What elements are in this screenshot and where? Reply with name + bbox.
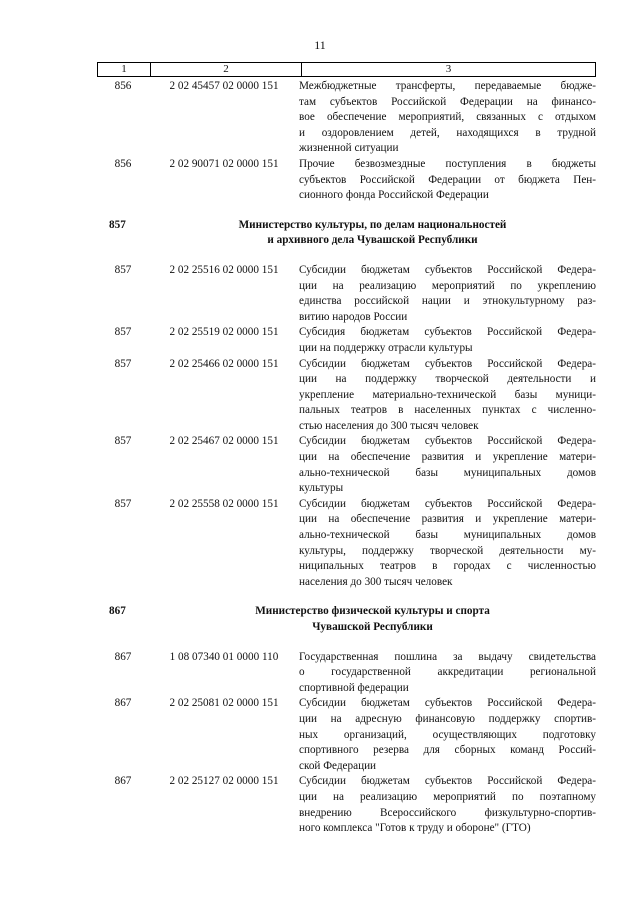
column-header-table	[97, 62, 596, 77]
description-line: Субсидии бюджетам субъектов Российской Федера-	[299, 497, 596, 510]
revenue-code: 2 02 25081 02 0000 151	[169, 697, 279, 710]
revenue-description	[299, 263, 596, 325]
revenue-description	[299, 79, 596, 157]
description-line: Субсидии бюджетам субъектов Российской Федера-	[299, 435, 596, 448]
table-row	[97, 157, 596, 204]
description-line: ниципальных театров в городах с численностью	[299, 560, 596, 573]
description-line: там субъектов Российской Федерации на финансо-	[299, 95, 596, 108]
description-line: ции на реализацию мероприятий по поэтапному	[299, 790, 596, 803]
description-line: Межбюджетные трансферты, передаваемые бюдже-	[299, 80, 596, 92]
description-line: ции на обеспечение развития и укрепление матери-	[299, 513, 596, 526]
page-number: 11	[314, 38, 326, 52]
column-header-2: 2	[151, 63, 302, 77]
description-line: сионного фонда Российской Федерации	[299, 189, 489, 202]
revenue-code: 2 02 25558 02 0000 151	[169, 497, 279, 510]
description-line: населения до 300 тысяч человек	[299, 575, 453, 588]
admin-code: 856	[114, 157, 132, 170]
description-line: внедрению Всероссийского физкультурно-спортив-	[299, 806, 596, 819]
table-row	[97, 696, 596, 774]
section-title-line: Министерство культуры, по делам национальностей	[238, 218, 507, 231]
section-gap	[97, 204, 596, 218]
section-gap	[97, 249, 596, 263]
admin-code: 867	[114, 775, 132, 788]
revenue-description	[299, 357, 596, 435]
description-line: спортивного резерва для сборных команд Россий-	[299, 744, 596, 757]
revenue-description	[299, 497, 596, 591]
revenue-code: 2 02 90071 02 0000 151	[169, 157, 279, 170]
table-row	[97, 325, 596, 356]
revenue-code: 2 02 25519 02 0000 151	[169, 326, 279, 339]
revenue-code: 2 02 25466 02 0000 151	[169, 357, 279, 370]
description-line: Субсидии бюджетам субъектов Российской Федера-	[299, 775, 596, 788]
description-line: витию народов России	[299, 310, 408, 323]
description-line: ально-технической базы муниципальных домов	[299, 529, 596, 542]
description-line: Государственная пошлина за выдачу свидетельства	[299, 650, 596, 663]
table-row	[97, 79, 596, 157]
revenue-description	[299, 774, 596, 836]
description-line: единства российской нации и этнокультурному раз-	[299, 295, 596, 308]
revenue-code: 2 02 25516 02 0000 151	[169, 263, 279, 276]
section-admin-code: 857	[109, 218, 126, 231]
revenue-description	[299, 157, 596, 204]
admin-code: 857	[114, 326, 132, 339]
description-line: Прочие безвозмездные поступления в бюджеты	[299, 157, 596, 170]
revenue-code: 2 02 25127 02 0000 151	[169, 775, 279, 788]
table-row	[97, 357, 596, 435]
description-line: Субсидии бюджетам субъектов Российской Федера-	[299, 263, 596, 276]
revenue-code: 1 08 07340 01 0000 110	[169, 650, 279, 663]
description-line: ции на реализацию мероприятий по укреплению	[299, 279, 596, 292]
section-gap	[97, 636, 596, 650]
revenue-code: 2 02 45457 02 0000 151	[169, 80, 279, 92]
column-header-1: 1	[98, 63, 151, 77]
table-row	[97, 650, 596, 697]
description-line: ных организаций, осуществляющих подготовку	[299, 728, 596, 741]
table-row	[97, 434, 596, 496]
description-line: Субсидии бюджетам субъектов Российской Федера-	[299, 697, 596, 710]
description-line: о государственной аккредитации региональной	[299, 666, 596, 679]
admin-code: 857	[114, 497, 132, 510]
description-line: ции на адресную финансовую поддержку спортив-	[299, 712, 596, 725]
description-line: стью населения до 300 тысяч человек	[299, 419, 479, 432]
section-title-line: Министерство физической культуры и спорта	[255, 605, 490, 618]
revenue-description	[299, 325, 596, 356]
description-line: ции на обеспечение развития и укрепление матери-	[299, 451, 596, 464]
table-row	[97, 774, 596, 836]
revenue-code: 2 02 25467 02 0000 151	[169, 435, 279, 448]
document-body	[97, 79, 596, 837]
description-line: вое обеспечение мероприятий, связанных с отдыхом	[299, 111, 596, 124]
description-line: культуры	[299, 482, 344, 495]
admin-code: 857	[114, 263, 132, 276]
description-line: ской Федерации	[299, 759, 377, 772]
revenue-description	[299, 434, 596, 496]
description-line: ально-технической базы муниципальных домов	[299, 466, 596, 479]
admin-code: 867	[114, 697, 132, 710]
section-heading	[97, 218, 596, 249]
section-title	[149, 218, 596, 249]
description-line: культуры, поддержку творческой деятельности му-	[299, 544, 596, 557]
description-line: ного комплекса "Готов к труду и обороне" (ГТО)	[299, 822, 531, 835]
revenue-description	[299, 650, 596, 697]
admin-code: 857	[114, 435, 132, 448]
admin-code: 856	[114, 80, 132, 92]
revenue-description	[299, 696, 596, 774]
section-gap	[97, 590, 596, 604]
description-line: ции на поддержку отрасли культуры	[299, 341, 473, 354]
admin-code: 867	[114, 650, 132, 663]
description-line: ции на поддержку творческой деятельности и	[299, 373, 596, 386]
description-line: субъектов Российской Федерации от бюджета Пен-	[299, 173, 596, 186]
section-title-line: Чувашской Республики	[312, 621, 433, 633]
section-title	[149, 604, 596, 635]
table-row	[97, 497, 596, 591]
description-line: Субсидии бюджетам субъектов Российской Федера-	[299, 357, 596, 370]
description-line: Субсидия бюджетам субъектов Российской Федера-	[299, 326, 596, 339]
section-title-line: и архивного дела Чувашской Республики	[267, 234, 478, 247]
section-heading	[97, 604, 596, 635]
column-header-3: 3	[302, 63, 596, 77]
description-line: пальных театров в населенных пунктах с численно-	[299, 404, 596, 417]
description-line: и оздоровлением детей, находящихся в трудной	[299, 126, 596, 139]
section-admin-code: 867	[109, 605, 126, 618]
description-line: жизненной ситуации	[299, 142, 399, 155]
description-line: спортивной федерации	[299, 681, 409, 694]
admin-code: 857	[114, 357, 132, 370]
table-row	[97, 263, 596, 325]
description-line: укрепление материально-технической базы муници-	[299, 388, 596, 401]
